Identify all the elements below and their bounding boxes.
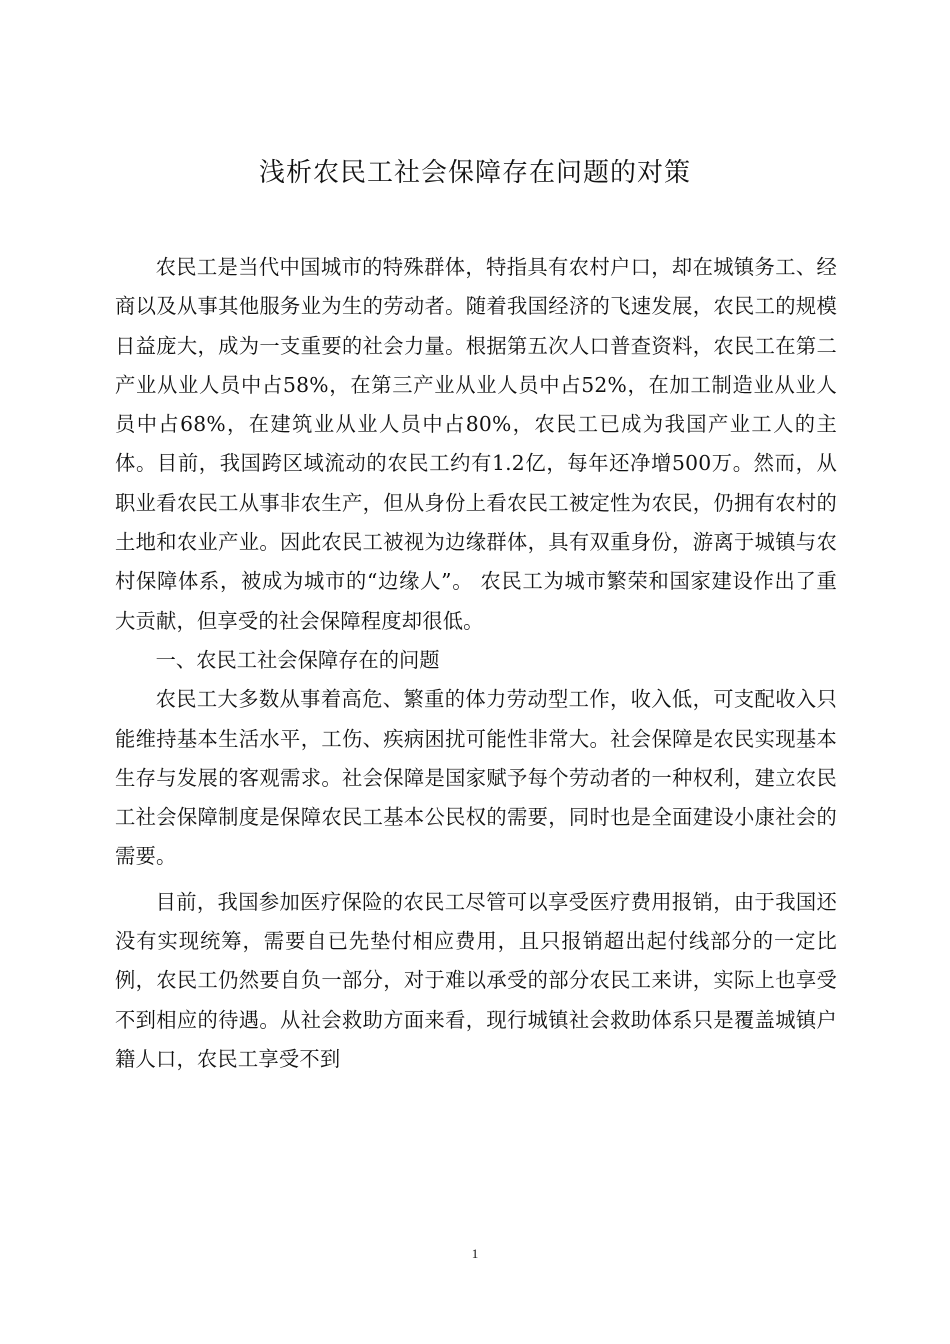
paragraph-section-2: 目前，我国参加医疗保险的农民工尽管可以享受医疗费用报销，由于我国还没有实现统筹，需要自已先垫付相应费用，且只报销超出起付线部分的一定比例，农民工仍然要自负一部分，对于难以承受的部分农民工来讲，实际上也享受不到相应的待遇。从社会救助方面来看，现行城镇社会救助体系只是覆盖城镇户籍人口，农民工享受不到	[115, 889, 837, 1071]
document-body	[115, 248, 837, 1079]
paragraph-section-1: 农民工大多数从事着高危、繁重的体力劳动型工作，收入低，可支配收入只能维持基本生活水平，工伤、疾病困扰可能性非常大。社会保障是农民实现基本生存与发展的客观需求。社会保障是国家赋予每个劳动者的一种权利，建立农民工社会保障制度是保障农民工基本公民权的需要，同时也是全面建设小康社会的需要。	[115, 687, 837, 869]
paragraph-intro: 农民工是当代中国城市的特殊群体，特指具有农村户口，却在城镇务工、经商以及从事其他服务业为生的劳动者。随着我国经济的飞速发展，农民工的规模日益庞大，成为一支重要的社会力量。根据第五次人口普查资料，农民工在第二产业从业人员中占58%，在第三产业从业人员中占52%，在加工制造业从业人员中占68%，在建筑业从业人员中占80%，农民工已成为我国产业工人的主体。目前，我国跨区域流动的农民工约有1.2亿，每年还净增500万。然而，从职业看农民工从事非农生产，但从身份上看农民工被定性为农民，仍拥有农村的土地和农业产业。因此农民工被视为边缘群体，具有双重身份，游离于城镇与农村保障体系，被成为城市的“边缘人”。 农民工为城市繁荣和国家建设作出了重大贡献，但享受的社会保障程度却很低。	[115, 255, 837, 633]
section-heading: 一、农民工社会保障存在的问题	[155, 647, 440, 672]
document-title: 浅析农民工社会保障存在问题的对策	[258, 158, 691, 188]
page-number: 1	[471, 1246, 479, 1261]
